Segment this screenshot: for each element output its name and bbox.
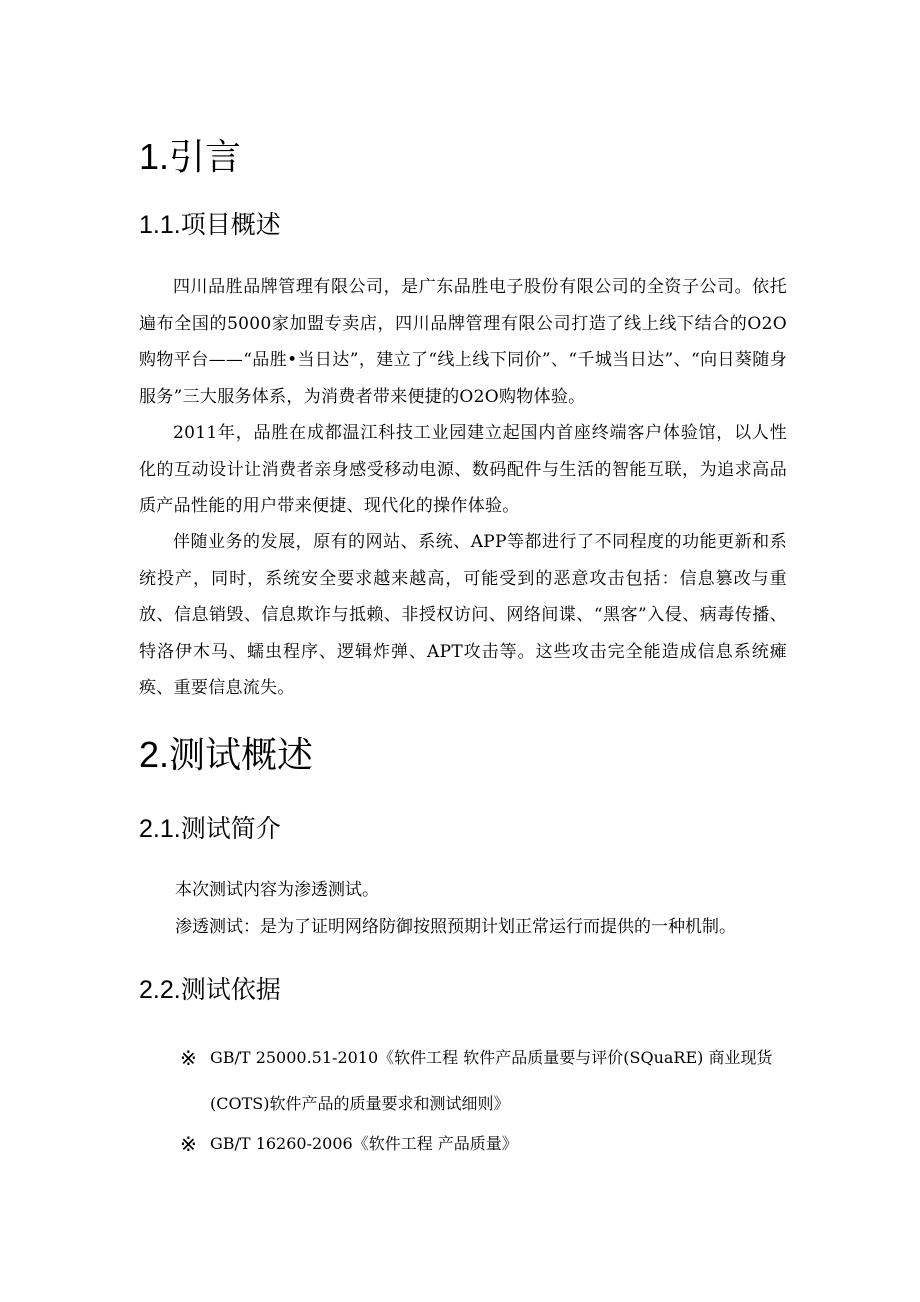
section-2-1-number: 2.1.: [139, 815, 181, 843]
section-1-title: 引言: [169, 136, 242, 177]
test-content-line: 本次测试内容为渗透测试。: [175, 880, 379, 900]
section-2-number: 2.: [139, 734, 170, 775]
paragraph-experience-hall: 2011年，品胜在成都温江科技工业园建立起国内首座终端客户体验馆，以人性化的互动设计让消费者亲身感受移动电源、数码配件与生活的智能互联，为追求高品质产品性能的用户带来便捷、现代化的操作体验。: [139, 423, 787, 516]
reference-bullet-icon: ※: [180, 1132, 197, 1156]
reference-item: [180, 1121, 790, 1167]
section-1-heading: [139, 135, 241, 179]
reference-text: GB/T 16260-2006《软件工程 产品质量》: [210, 1134, 518, 1153]
section-1-1-heading: [139, 209, 281, 241]
paragraph-company-intro: 四川品胜品牌管理有限公司，是广东品胜电子股份有限公司的全资子公司。依托遍布全国的5000家加盟专卖店，四川品牌管理有限公司打造了线上线下结合的O2O购物平台——“品胜•当日达”，建立了“线上线下同价”、“千城当日达”、“向日葵随身服务”三大服务体系，为消费者带来便捷的O2O购物体验。: [139, 277, 787, 407]
section-1-number: 1.: [139, 136, 170, 177]
paragraph-security-threats: 伴随业务的发展，原有的网站、系统、APP等都进行了不同程度的功能更新和系统投产，同时，系统安全要求越来越高，可能受到的恶意攻击包括：信息篡改与重放、信息销毁、信息欺诈与抵赖、非授权访问、网络间谍、“黑客”入侵、病毒传播、特洛伊木马、蠕虫程序、逻辑炸弹、APT攻击等。这些攻击完全能造成信息系统瘫痪、重要信息流失。: [139, 532, 787, 698]
section-2-title: 测试概述: [169, 734, 314, 775]
section-2-1-title: 测试简介: [180, 815, 281, 843]
section-2-heading: [139, 733, 313, 777]
reference-bullet-icon: ※: [180, 1046, 197, 1070]
section-1-1-number: 1.1.: [139, 211, 181, 239]
section-2-2-number: 2.2.: [139, 976, 181, 1004]
reference-item: [180, 1035, 790, 1127]
penetration-test-definition: 渗透测试：是为了证明网络防御按照预期计划正常运行而提供的一种机制。: [175, 917, 736, 937]
section-1-1-title: 项目概述: [180, 211, 281, 239]
section-2-1-heading: [139, 813, 281, 845]
section-2-2-title: 测试依据: [180, 976, 281, 1004]
section-2-2-heading: [139, 974, 281, 1006]
reference-text: GB/T 25000.51-2010《软件工程 软件产品质量要与评价(SQuaRE) 商业现货(COTS)软件产品的质量要求和测试细则》: [210, 1048, 773, 1113]
